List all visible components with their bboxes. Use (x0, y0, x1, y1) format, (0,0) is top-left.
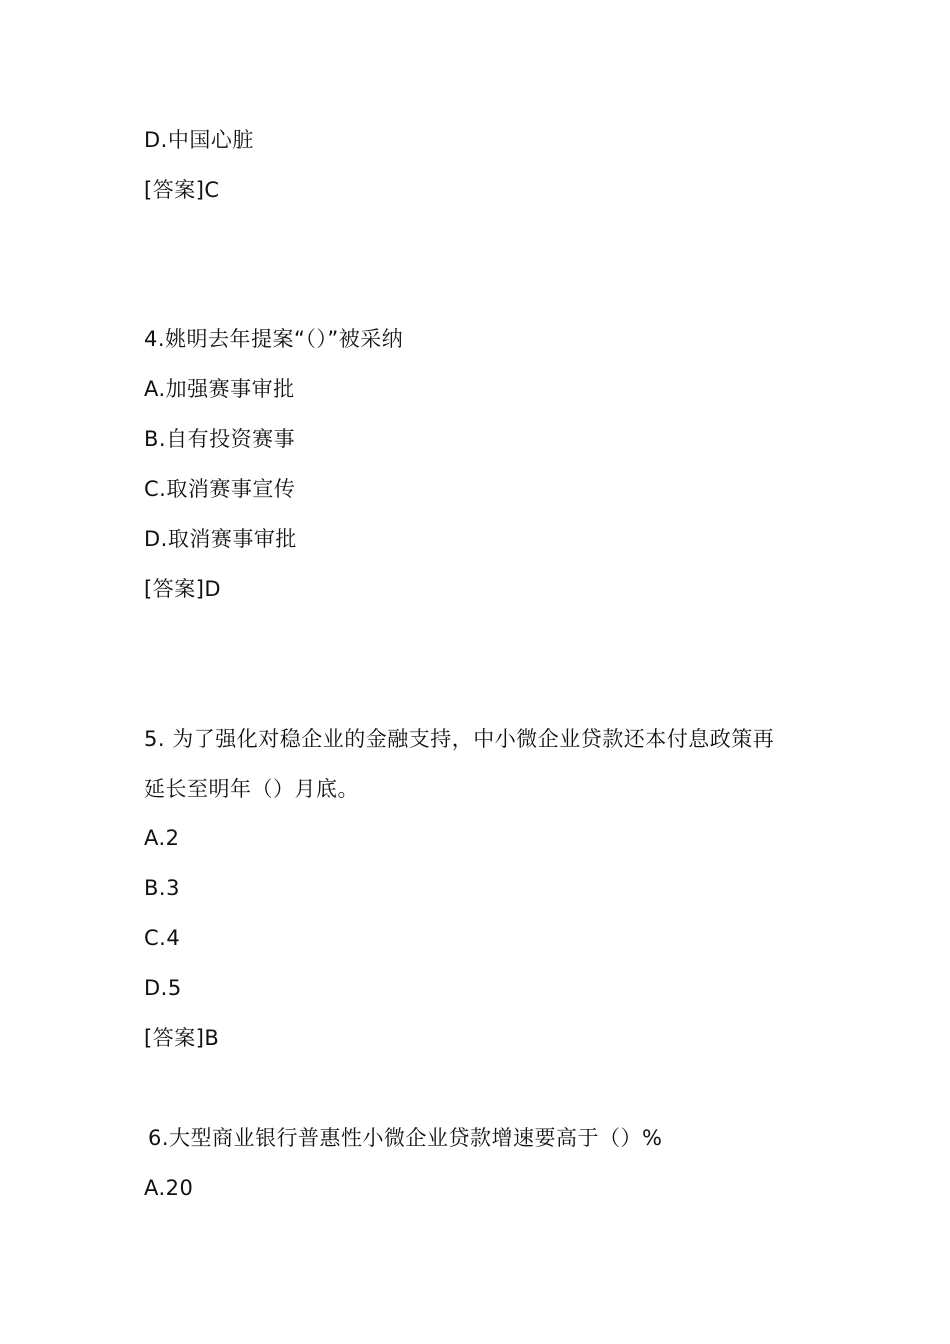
q5-stem-line2: 延长至明年（）月底。 (144, 777, 359, 801)
q6-stem: 6.大型商业银行普惠性小微企业贷款增速要高于（）% (148, 1126, 663, 1150)
q6-option-a: A.20 (144, 1176, 194, 1200)
q5-stem-line1: 5. 为了强化对稳企业的金融支持，中小微企业贷款还本付息政策再 (144, 727, 775, 751)
q5-option-a: A.2 (144, 826, 180, 850)
q4-answer: [答案]D (144, 577, 222, 601)
q4-stem: 4.姚明去年提案“（）”被采纳 (144, 327, 404, 351)
q4-option-c: C.取消赛事宣传 (144, 477, 296, 501)
q4-option-b: B.自有投资赛事 (144, 427, 296, 451)
q5-answer: [答案]B (144, 1026, 220, 1050)
q5-option-b: B.3 (144, 876, 180, 900)
q5-option-c: C.4 (144, 926, 181, 950)
q3-answer: [答案]C (144, 178, 220, 202)
q5-option-d: D.5 (144, 976, 182, 1000)
q4-option-d: D.取消赛事审批 (144, 527, 297, 551)
q3-option-d: D.中国心脏 (144, 128, 254, 152)
q4-option-a: A.加强赛事审批 (144, 377, 295, 401)
